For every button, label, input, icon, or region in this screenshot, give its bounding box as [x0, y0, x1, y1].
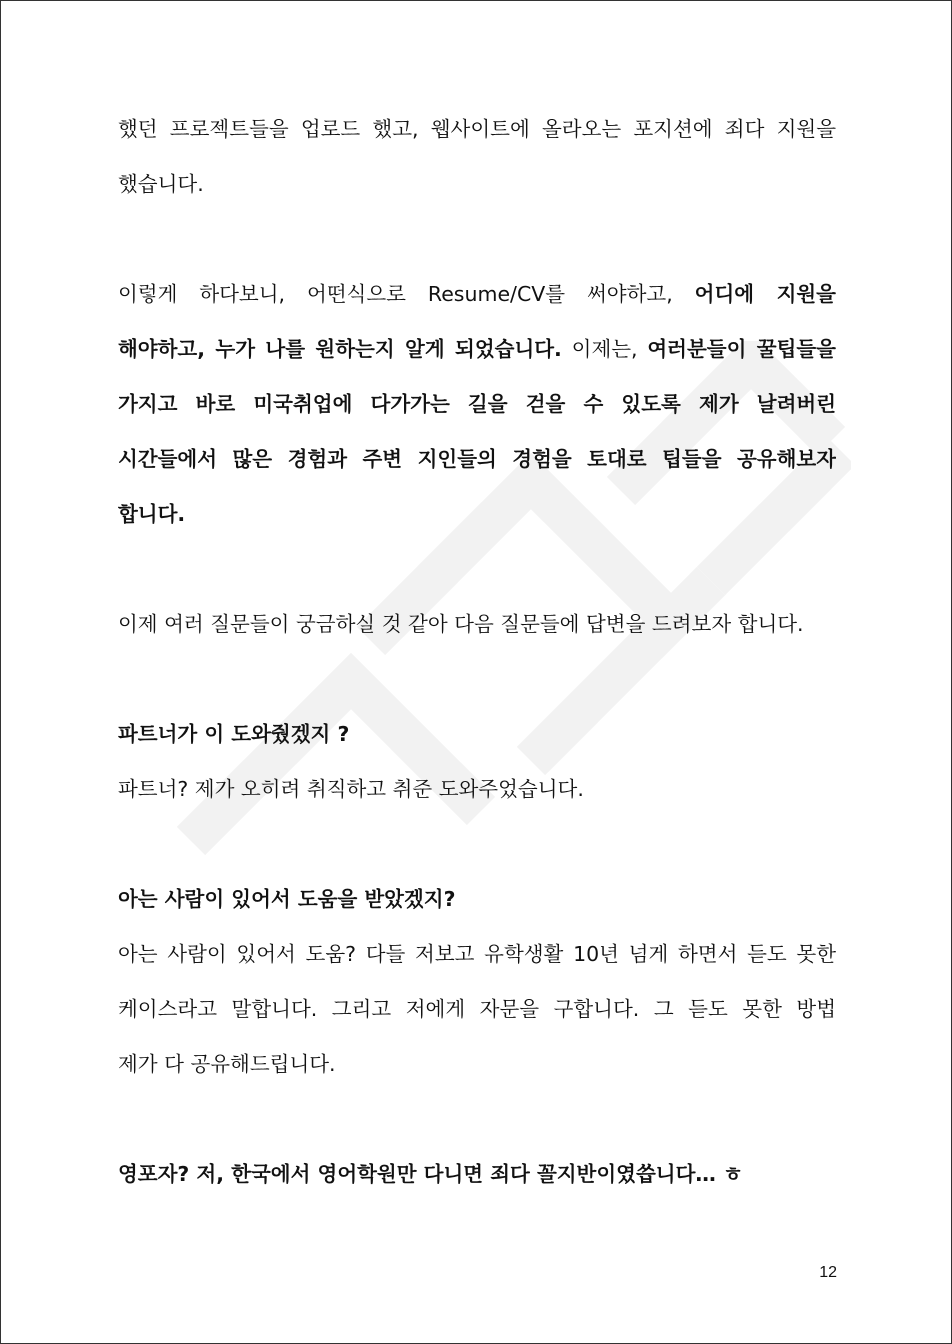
question-2-answer-line-2: 케이스라고 말합니다. 그리고 저에게 자문을 구합니다. 그 듣도 못한 방법: [118, 997, 836, 1021]
paragraph-2-line-2-bold-end: 여러분들이 꿀팁들을: [647, 337, 836, 361]
paragraph-2-line-2: [118, 334, 836, 364]
question-1-heading: 파트너가 이 도와줬겠지 ?: [118, 722, 350, 746]
paragraph-2-line-1-bold: 어디에 지원을: [694, 282, 836, 306]
paragraph-2-line-1-plain: 이렇게 하다보니, 어떤식으로 Resume/CV를 써야하고,: [118, 282, 695, 306]
paragraph-2-line-2-bold: 해야하고, 누가 나를 원하는지 알게 되었습니다.: [118, 337, 562, 361]
question-1-answer: 파트너? 제가 오히려 취직하고 취준 도와주었습니다.: [118, 777, 584, 801]
paragraph-1-line-2: 했습니다.: [118, 172, 204, 196]
paragraph-3-line-1: 이제 여러 질문들이 궁금하실 것 같아 다음 질문들에 답변을 드려보자 합니다.: [118, 612, 804, 636]
question-2-answer-line-3: 제가 다 공유해드립니다.: [118, 1052, 336, 1076]
paragraph-1-line-1: 했던 프로젝트들을 업로드 했고, 웹사이트에 올라오는 포지션에 죄다 지원을: [118, 117, 836, 141]
paragraph-2-line-5: 합니다.: [118, 502, 186, 526]
paragraph-2-line-3: 가지고 바로 미국취업에 다가가는 길을 걷을 수 있도록 제가 날려버린: [118, 392, 836, 416]
page-number: 12: [819, 1264, 837, 1281]
question-2-answer-line-1: 아는 사람이 있어서 도움? 다들 저보고 유학생활 10년 넘게 하면서 듣도 못한: [118, 942, 836, 966]
paragraph-2-line-1: [118, 279, 836, 309]
question-2-heading: 아는 사람이 있어서 도움을 받았겠지?: [118, 887, 456, 911]
question-3-heading: 영포자? 저, 한국에서 영어학원만 다니면 죄다 꼴지반이였씁니다… ㅎ: [118, 1162, 743, 1186]
paragraph-2-line-4: 시간들에서 많은 경험과 주변 지인들의 경험을 토대로 팁들을 공유해보자: [118, 447, 836, 471]
paragraph-2-line-2-plain: 이제는,: [561, 337, 648, 361]
